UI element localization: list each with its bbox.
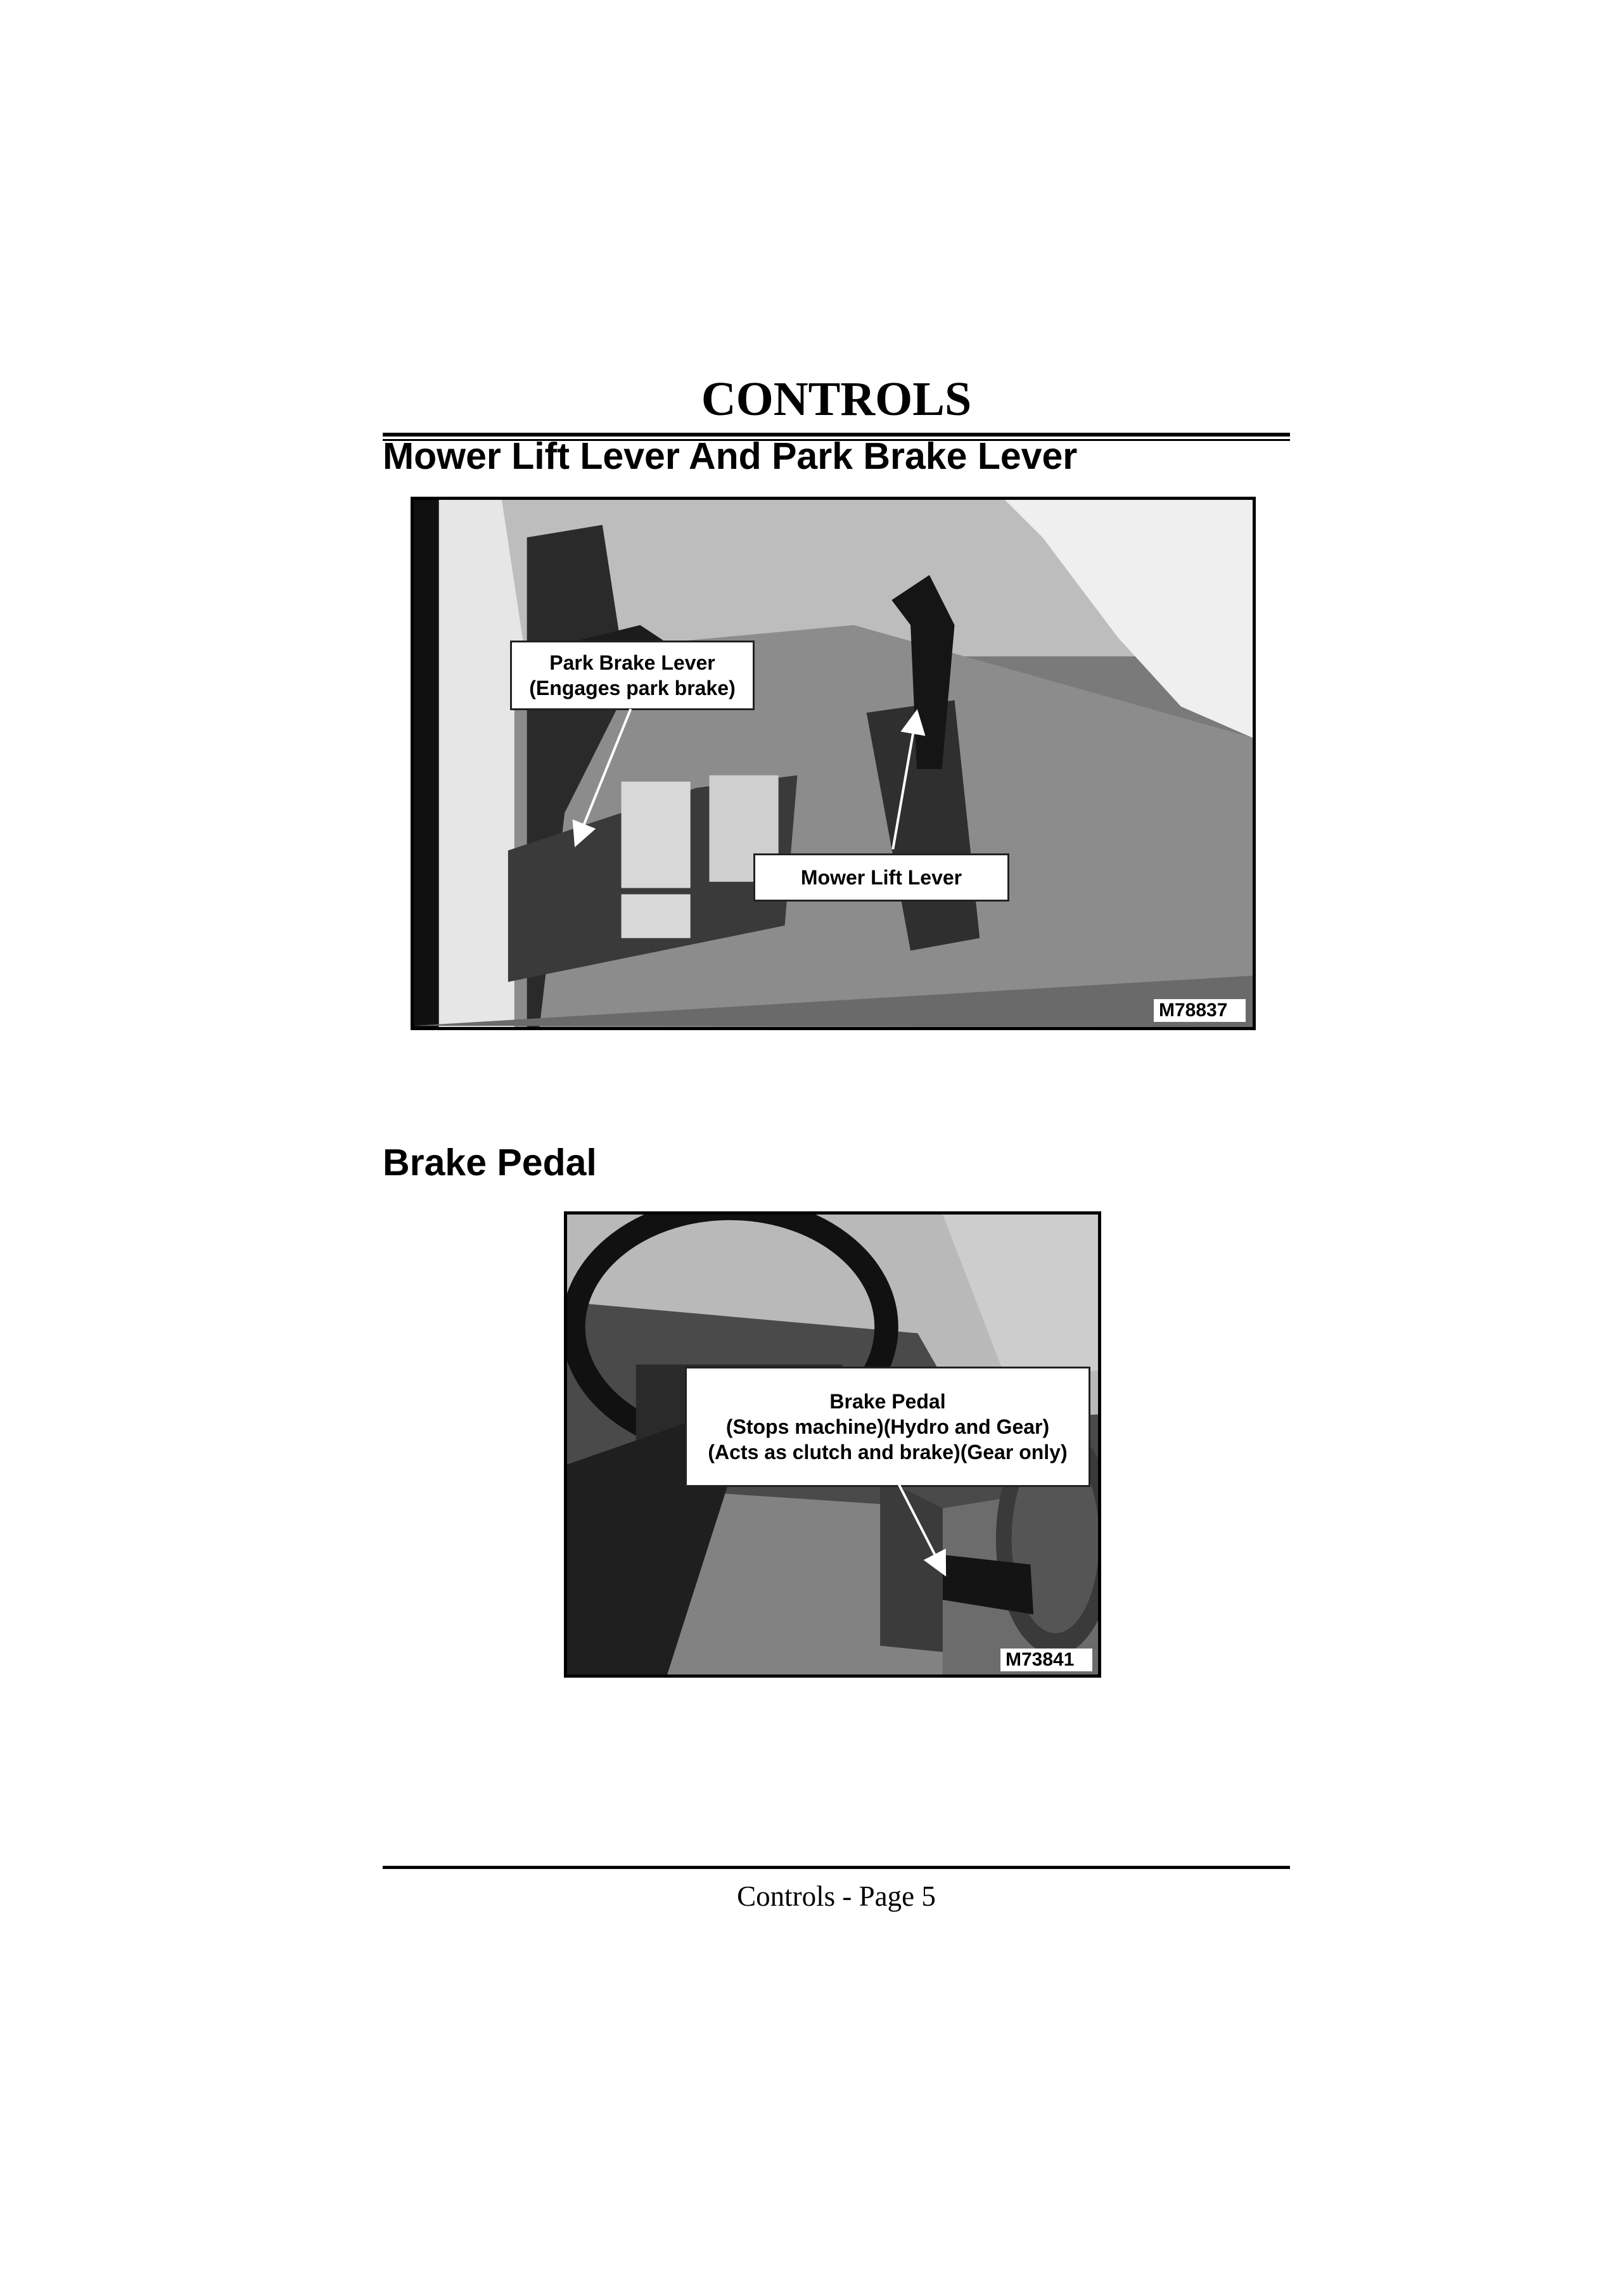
callout-line: (Stops machine)(Hydro and Gear) bbox=[725, 1415, 1050, 1438]
callout-park-brake-lever bbox=[510, 641, 755, 710]
section-heading-brake-pedal: Brake Pedal bbox=[383, 1142, 597, 1183]
callout-line: (Engages park brake) bbox=[529, 677, 736, 699]
figure-mower-lift-park-brake bbox=[411, 497, 1256, 1030]
figure-id: M78837 bbox=[1154, 999, 1246, 1022]
callout-mower-lift-lever bbox=[753, 853, 1009, 902]
callout-brake-pedal bbox=[685, 1367, 1090, 1487]
section-heading-mower-lift: Mower Lift Lever And Park Brake Lever bbox=[383, 435, 1078, 477]
callout-line: Mower Lift Lever bbox=[800, 866, 962, 889]
page-footer: Controls - Page 5 bbox=[737, 1880, 936, 1912]
callout-line: Park Brake Lever bbox=[549, 651, 715, 674]
photo-mower-deck bbox=[414, 500, 1253, 1027]
callout-line: (Acts as clutch and brake)(Gear only) bbox=[708, 1441, 1068, 1464]
footer-rule bbox=[383, 1866, 1290, 1869]
callout-line: Brake Pedal bbox=[829, 1390, 946, 1413]
figure-brake-pedal bbox=[564, 1211, 1101, 1678]
figure-id: M73841 bbox=[1000, 1649, 1092, 1671]
page-title: CONTROLS bbox=[701, 373, 972, 426]
